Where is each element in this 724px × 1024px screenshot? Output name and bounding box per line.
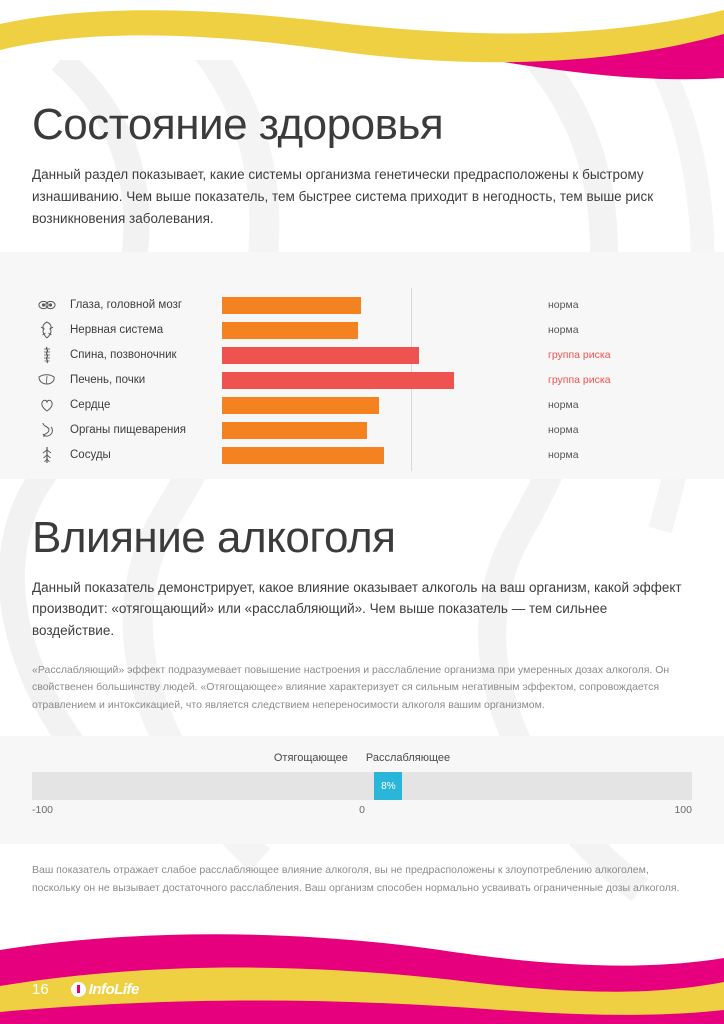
axis-tick-max: 100 bbox=[674, 804, 692, 817]
alcohol-title: Влияние алкоголя bbox=[32, 512, 396, 562]
health-bars bbox=[32, 252, 692, 467]
bar-row bbox=[32, 294, 692, 317]
bar-status: группа риска bbox=[548, 349, 611, 362]
footer-banner bbox=[0, 924, 724, 1024]
brand-logo bbox=[71, 981, 139, 998]
bar-fill bbox=[222, 397, 379, 414]
bar-fill bbox=[222, 422, 367, 439]
bar-status: норма bbox=[548, 424, 579, 437]
heart-icon bbox=[32, 398, 62, 413]
bar-fill bbox=[222, 322, 358, 339]
nervous-system-icon bbox=[32, 321, 62, 339]
brand-name: InfoLife bbox=[88, 981, 139, 998]
digestive-organs-icon bbox=[32, 422, 62, 438]
eyes-brain-icon bbox=[32, 298, 62, 312]
bar-status: норма bbox=[548, 299, 579, 312]
scale-value-marker: 8% bbox=[374, 772, 402, 800]
scale-legend bbox=[32, 752, 692, 764]
bar-track bbox=[222, 447, 512, 464]
alcohol-scale-panel bbox=[0, 736, 724, 844]
bar-row bbox=[32, 369, 692, 392]
health-intro-text: Данный раздел показывает, какие системы организма генетически предрасположены к быстрому изнашиванию. Чем выше показатель, тем быстрее система приходит в негодность, тем выше риск возникновения заболевания. bbox=[32, 167, 654, 226]
bar-row bbox=[32, 319, 692, 342]
axis-tick-mid: 0 bbox=[359, 804, 365, 817]
bar-status: норма bbox=[548, 449, 579, 462]
scale-left-label: Отягощающее bbox=[273, 752, 348, 765]
bar-label: Сосуды bbox=[70, 449, 111, 462]
bar-status: группа риска bbox=[548, 374, 611, 387]
scale-track bbox=[32, 772, 692, 800]
bar-status: норма bbox=[548, 324, 579, 337]
bar-track bbox=[222, 297, 512, 314]
bar-track bbox=[222, 322, 512, 339]
bar-track bbox=[222, 372, 512, 389]
bar-status: норма bbox=[548, 399, 579, 412]
health-chart-panel bbox=[0, 252, 724, 479]
bar-label: Нервная система bbox=[70, 324, 164, 337]
bar-track bbox=[222, 347, 512, 364]
bar-fill bbox=[222, 372, 454, 389]
spine-icon bbox=[32, 346, 62, 364]
scale-right-label: Расслабляющее bbox=[365, 752, 451, 765]
page-number: 16 bbox=[32, 981, 49, 998]
health-section bbox=[32, 0, 692, 230]
scale-axis bbox=[32, 804, 692, 822]
bar-fill bbox=[222, 297, 361, 314]
axis-tick-min: -100 bbox=[32, 804, 54, 817]
alcohol-result-text: Ваш показатель отражает слабое расслабляющее влияние алкоголя, вы не предрасположены к злоупотреблению алкоголем, поскольку он не вызывает достаточного расслабления. Ваш организм способен нормально усваивать ограниченные дозы алкоголя. bbox=[32, 864, 680, 894]
bar-label: Спина, позвоночник bbox=[70, 349, 177, 362]
bar-label: Органы пищеварения bbox=[70, 424, 187, 437]
vessels-icon bbox=[32, 446, 62, 464]
bar-row bbox=[32, 444, 692, 467]
alcohol-note-text: «Расслабляющий» эффект подразумевает повышение настроения и расслабление организма при умеренных дозах алкоголя. Он свойственен большинству людей. «Отягощающее» влияние характеризует ся сильным негативным эффектом, сопровождается отравлением и интоксикацией, что является следствием непереносимости алкоголя вашим организмом. bbox=[32, 664, 670, 711]
alcohol-intro-text: Данный показатель демонстрирует, какое влияние оказывает алкоголь на ваш организм, какой эффект производит: «отягощающий» или «расслабляющий». Чем выше показатель — тем сильнее воздействие. bbox=[32, 579, 682, 639]
bar-label: Печень, почки bbox=[70, 374, 146, 387]
page-footer bbox=[32, 981, 139, 998]
bar-row bbox=[32, 394, 692, 417]
bar-track bbox=[222, 397, 512, 414]
logo-mark-icon bbox=[71, 982, 86, 997]
page-title: Состояние здоровья bbox=[32, 100, 444, 149]
bar-label: Сердце bbox=[70, 399, 111, 412]
liver-kidneys-icon bbox=[32, 373, 62, 387]
bar-row bbox=[32, 419, 692, 442]
alcohol-section bbox=[32, 513, 692, 715]
bar-fill bbox=[222, 347, 419, 364]
bar-track bbox=[222, 422, 512, 439]
bar-label: Глаза, головной мозг bbox=[70, 299, 183, 312]
bar-row bbox=[32, 344, 692, 367]
bar-fill bbox=[222, 447, 384, 464]
